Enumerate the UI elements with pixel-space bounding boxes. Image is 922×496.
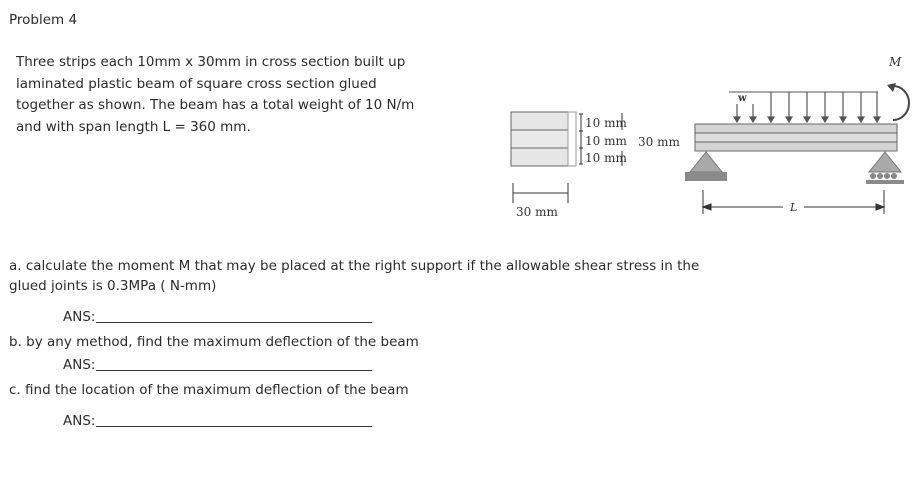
load-arrow [840,92,846,122]
load-arrow [750,104,756,122]
moment-label: M [889,55,902,69]
load-arrow [768,92,774,122]
strip-dim-2: 10 mm [585,134,627,148]
problem-title: Problem 4 [9,12,78,28]
load-arrow [786,92,792,122]
answer-b [63,355,372,375]
distributed-load [729,92,880,122]
load-label: w [738,93,747,104]
question-a-line2: glued joints is 0.3MPa ( N-mm) [9,278,217,294]
strip-dim-3: 10 mm [585,151,627,165]
right-roller-support [866,152,904,184]
statement-line: laminated plastic beam of square cross section glued [16,75,377,92]
answer-c-label: ANS: [63,413,96,429]
answer-b-label: ANS: [63,357,96,373]
question-b: b. by any method, find the maximum deflection of the beam [9,334,419,350]
answer-b-blank[interactable] [96,358,372,371]
left-pin-support [685,152,727,181]
width-label: 30 mm [516,205,558,219]
cross-section [511,112,576,166]
strip-dim-1: 10 mm [585,116,627,130]
statement-line: together as shown. The beam has a total weight of 10 N/m [16,97,415,113]
answer-c [63,411,372,431]
answer-a-label: ANS: [63,309,96,325]
question-c: c. find the location of the maximum deflection of the beam [9,382,409,398]
load-arrow [858,92,864,122]
question-a [9,256,699,296]
load-arrow [734,104,740,122]
load-arrow [804,92,810,122]
statement-line: Three strips each 10mm x 30mm in cross section built up [16,54,406,70]
beam [695,124,897,151]
answer-a-blank[interactable] [96,310,372,323]
load-arrow [874,92,880,122]
moment-arrow-icon [887,83,909,120]
width-dimension [513,183,568,203]
answer-c-blank[interactable] [96,414,372,427]
span-label: L [790,201,798,214]
answer-a [63,307,372,327]
question-a-line1: a. calculate the moment M that may be placed at the right support if the allowable shear stress in the [9,258,700,274]
load-arrow [822,92,828,122]
total-height-label: 30 mm [638,135,680,149]
statement-line: and with span length L = 360 mm. [16,118,251,135]
